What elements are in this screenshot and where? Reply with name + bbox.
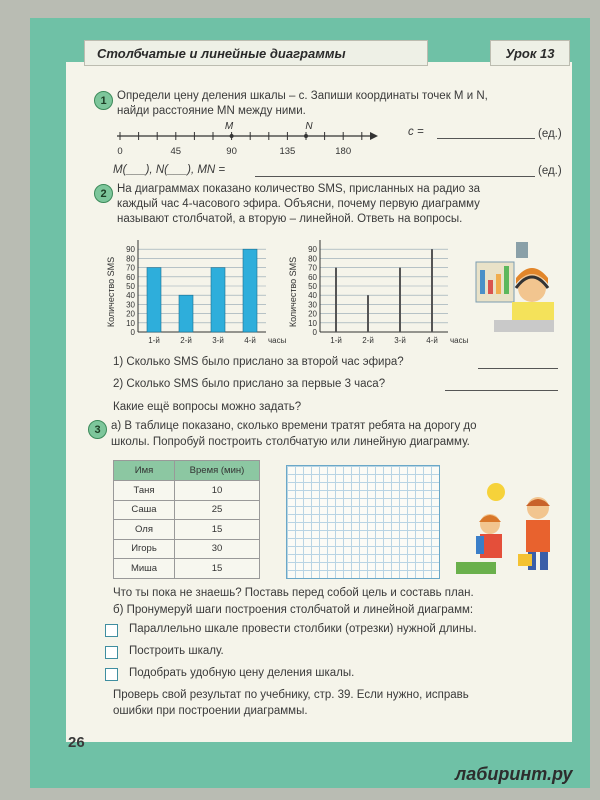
watermark-logo: лабиринт.ру — [455, 764, 573, 784]
number-line-tick-label: 135 — [279, 146, 296, 157]
children-illustration — [456, 476, 566, 576]
task-number-3: 3 — [88, 420, 107, 439]
task3-text-line1: а) В таблице показано, сколько времени тратят ребята на дорогу до — [111, 420, 477, 432]
number-line-tick-label: 0 — [117, 146, 123, 157]
chart-ytick-label: 30 — [126, 300, 135, 310]
chart-ytick-label: 80 — [308, 254, 317, 264]
chart-category-label: 3-й — [212, 336, 224, 345]
microphone — [516, 242, 528, 258]
task2-text-line2: каждый час 4-часового эфира. Объясни, почему первую диаграмму — [117, 198, 480, 210]
travel-time-table — [113, 460, 260, 579]
number-line-arrow — [370, 132, 378, 140]
chart-category-label: 2-й — [362, 336, 374, 345]
step-3-text: Подобрать удобную цену деления шкалы. — [129, 667, 355, 679]
chart-ytick-label: 10 — [126, 318, 135, 328]
question-1-answer-line — [478, 368, 558, 369]
point-n-marker — [304, 134, 308, 138]
chart-ytick-label: 60 — [126, 272, 135, 282]
task2-text-line1: На диаграммах показано количество SMS, присланных на радио за — [117, 183, 481, 195]
check-text-line2: ошибки при построении диаграммы. — [113, 705, 308, 717]
number-line-labels — [117, 146, 351, 157]
chart-ytick-label: 0 — [130, 328, 135, 337]
coords-label: M(___), N(___), MN = — [113, 164, 226, 176]
chart-category-label: 4-й — [426, 336, 438, 345]
c-units: (ед.) — [538, 128, 562, 140]
chart-ytick-label: 40 — [308, 291, 317, 301]
chart-ytick-label: 60 — [308, 272, 317, 282]
chart-category-label: 1-й — [148, 336, 160, 345]
chart-ytick-label: 0 — [312, 328, 317, 337]
step-checkbox-3[interactable] — [105, 668, 118, 681]
chart-ytick-label: 20 — [126, 309, 135, 319]
steps-intro: б) Пронумеруй шаги построения столбчатой и линейной диаграмм: — [113, 604, 474, 616]
table-header-name: Имя — [114, 461, 175, 481]
radio-host-illustration — [472, 236, 562, 336]
chart-ytick-label: 30 — [308, 300, 317, 310]
chart-ytick-label: 40 — [126, 291, 135, 301]
question-3: Какие ещё вопросы можно задать? — [113, 401, 302, 413]
sun — [487, 483, 505, 501]
chart-ytick-label: 90 — [308, 245, 317, 255]
step-1-text: Параллельно шкале провести столбики (отрезки) нужной длины. — [129, 623, 477, 635]
chart-bar — [147, 268, 161, 332]
bar-chart — [104, 232, 287, 350]
goal-text: Что ты пока не знаешь? Поставь перед собой цель и составь план. — [113, 587, 474, 599]
table-row: Игорь 30 — [114, 539, 260, 559]
chart-xlabel: часы — [450, 336, 469, 345]
line-chart-ylabel: Количество SMS — [288, 256, 298, 328]
topic-title: Столбчатые и линейные диаграммы — [84, 40, 428, 66]
point-m-label: M — [224, 121, 234, 132]
step-2-text: Построить шкалу. — [129, 645, 224, 657]
task1-text-line1: Определи цену деления шкалы – с. Запиши координаты точек M и N, — [117, 90, 488, 102]
table-row: Оля 15 — [114, 520, 260, 540]
number-line-tick-label: 90 — [226, 146, 237, 157]
question-1: 1) Сколько SMS было прислано за второй час эфира? — [113, 356, 404, 368]
desk — [494, 320, 554, 332]
chart-bar — [179, 295, 193, 332]
question-2: 2) Сколько SMS было прислано за первые 3 часа? — [113, 378, 386, 390]
table-row: Саша 25 — [114, 500, 260, 520]
task2-text-line3: называют столбчатой, а вторую – линейной. Ответь на вопросы. — [117, 213, 463, 225]
task-number-2: 2 — [94, 184, 113, 203]
page-number: 26 — [68, 734, 85, 751]
chart-ytick-label: 70 — [308, 263, 317, 273]
chart-ytick-label: 20 — [308, 309, 317, 319]
bushes — [456, 562, 496, 574]
task3-text-line2: школы. Попробуй построить столбчатую или линейную диаграмму. — [111, 436, 470, 448]
chart-ytick-label: 50 — [308, 282, 317, 291]
number-line-tick-label: 45 — [170, 146, 182, 157]
question-2-answer-line — [445, 390, 558, 391]
chart-ytick-label: 10 — [308, 318, 317, 328]
table-header-time: Время (мин) — [175, 461, 260, 481]
chart-bar — [243, 249, 257, 332]
chart-category-label: 1-й — [330, 336, 342, 345]
c-label: с = — [408, 126, 424, 138]
lesson-label: Урок 13 — [490, 40, 570, 66]
step-checkbox-2[interactable] — [105, 646, 118, 659]
point-n-label: N — [305, 121, 313, 132]
number-line-tick-label: 180 — [335, 146, 352, 157]
chart-category-label: 4-й — [244, 336, 256, 345]
number-line — [112, 118, 382, 160]
table-row: Таня 10 — [114, 481, 260, 501]
chart-ytick-label: 70 — [126, 263, 135, 273]
chart-xlabel: часы — [268, 336, 287, 345]
chart-ytick-label: 50 — [126, 282, 135, 291]
chart-ytick-label: 90 — [126, 245, 135, 255]
point-m-marker — [230, 134, 234, 138]
c-answer-line — [437, 138, 535, 139]
mn-units: (ед.) — [538, 165, 562, 177]
line-chart — [286, 232, 469, 350]
table-row: Миша 15 — [114, 559, 260, 579]
empty-grid — [286, 465, 440, 579]
step-checkbox-1[interactable] — [105, 624, 118, 637]
chart-bar — [211, 268, 225, 332]
chart-category-label: 3-й — [394, 336, 406, 345]
check-text-line1: Проверь свой результат по учебнику, стр. 39. Если нужно, исправь — [113, 689, 469, 701]
chart-ytick-label: 80 — [126, 254, 135, 264]
task-number-1: 1 — [94, 91, 113, 110]
task1-text-line2: найди расстояние MN между ними. — [117, 105, 306, 117]
bar-chart-ylabel: Количество SMS — [106, 256, 116, 328]
chart-category-label: 2-й — [180, 336, 192, 345]
mn-answer-line — [255, 176, 535, 177]
